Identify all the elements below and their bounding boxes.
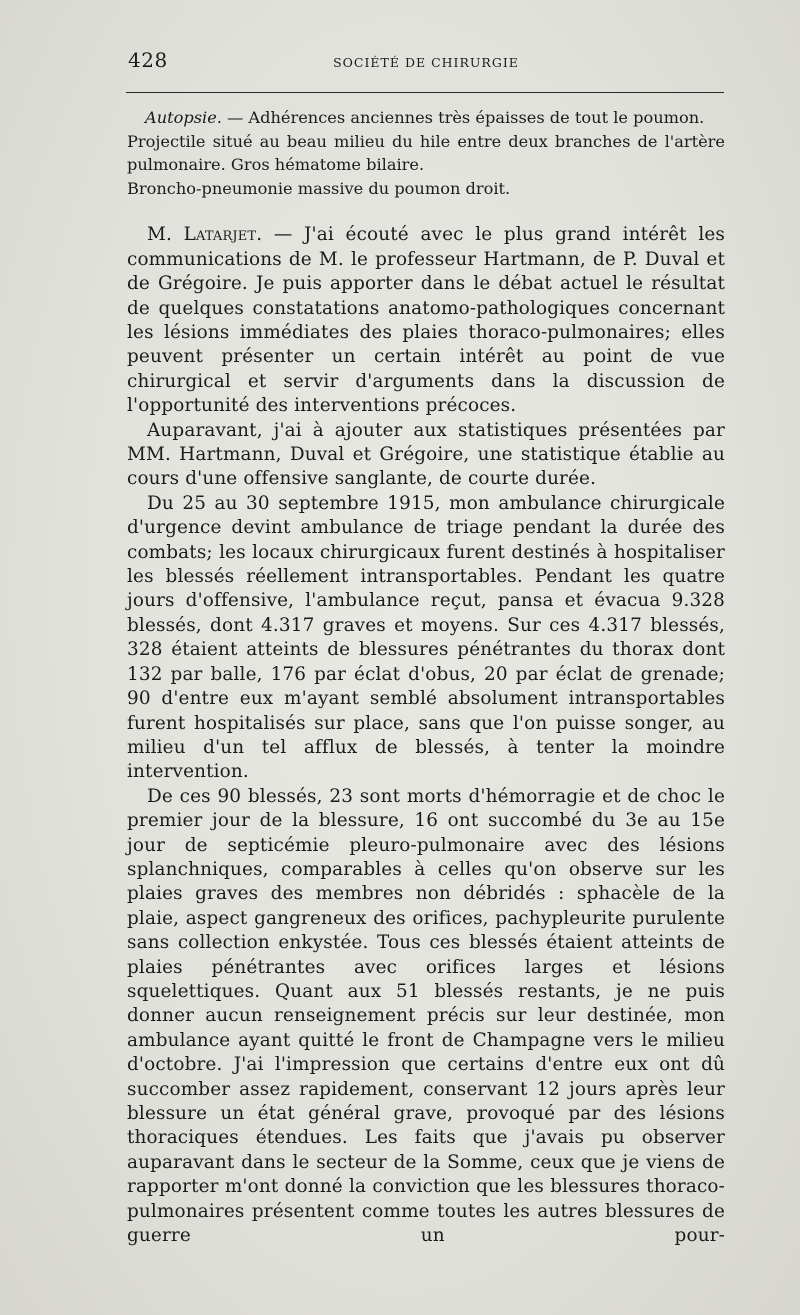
autopsy-line-2: Projectile situé au beau milieu du hile entre deux branches de l'artère pulmonaire. Gros hématome bilaire. — [127, 131, 725, 175]
paragraph-4: De ces 90 blessés, 23 sont morts d'hémorragie et de choc le premier jour de la blessure, 16 ont succombé du 3e au 15e jour de septicémie pleuro-pulmonaire avec des lésions splanchniques, comparables à celles qu'on observe sur les plaies graves des membres non débridés : sphacèle de la plaie, aspect gangreneux des orifices, pachypleurite purulente sans collection enkystée. Tous ces blessés étaient atteints de plaies pénétrantes avec orifices larges et lésions squelettiques. Quant aux 51 blessés restants, je ne puis donner aucun renseignement précis sur leur destinée, mon ambulance ayant quitté le front de Champagne vers le milieu d'octobre. J'ai l'impression que certains d'entre eux ont dû succomber assez rapidement, conservant 12 jours après leur blessure un état général grave, provoqué par des lésions thoraciques étendues. Les faits que j'avais pu observer auparavant dans le secteur de la Somme, ceux que je viens de rapporter m'ont donné la conviction que les blessures thoraco-pulmonaires présentent comme toutes les autres blessures de guerre un pour- — [127, 785, 725, 1247]
paragraph-2: Auparavant, j'ai à ajouter aux statistiques présentées par MM. Hartmann, Duval et Grégoire, une statistique établie au cours d'une offensive sanglante, de courte durée. — [127, 419, 725, 490]
body-text — [127, 106, 725, 1248]
autopsy-lead: Autopsie. — [145, 108, 222, 127]
latarjet-communication — [127, 223, 725, 1248]
page-header — [128, 48, 724, 78]
paragraph-1-text: . — J'ai écouté avec le plus grand intérêt les communications de M. le professeur Hartmann, de P. Duval et de Grégoire. Je puis apporter dans le débat actuel le résultat de quelques constatations anatomo-pathologiques concernant les lésions immédiates des plaies thoraco-pulmonaires; elles peuvent présenter un certain intérêt au point de vue chirurgical et servir d'arguments dans la discussion de l'opportunité des interventions précoces. — [127, 224, 725, 417]
paragraph-1 — [127, 223, 725, 418]
header-rule — [126, 92, 724, 93]
speaker-name: Latarjet — [183, 224, 257, 246]
speaker-honorific: M. — [147, 224, 172, 246]
autopsy-line-1 — [127, 106, 725, 130]
page-number: 428 — [128, 48, 168, 72]
paragraph-3: Du 25 au 30 septembre 1915, mon ambulance chirurgicale d'urgence devint ambulance de triage pendant la durée des combats; les locaux chirurgicaux furent destinés à hospitaliser les blessés réellement intransportables. Pendant les quatre jours d'offensive, l'ambulance reçut, pansa et évacua 9.328 blessés, dont 4.317 graves et moyens. Sur ces 4.317 blessés, 328 étaient atteints de blessures pénétrantes du thorax dont 132 par balle, 176 par éclat d'obus, 20 par éclat de grenade; 90 d'entre eux m'ayant semblé absolument intransportables furent hospitalisés sur place, sans que l'on puisse songer, au milieu d'un tel afflux de blessés, à tenter la moindre intervention. — [127, 492, 725, 783]
autopsy-line-3: Broncho-pneumonie massive du poumon droit. — [127, 178, 511, 198]
autopsy-note — [127, 106, 725, 200]
running-title: SOCIÉTÉ DE CHIRURGIE — [333, 55, 519, 70]
autopsy-sentence-1: — Adhérences anciennes très épaisses de tout le poumon. — [221, 108, 705, 127]
